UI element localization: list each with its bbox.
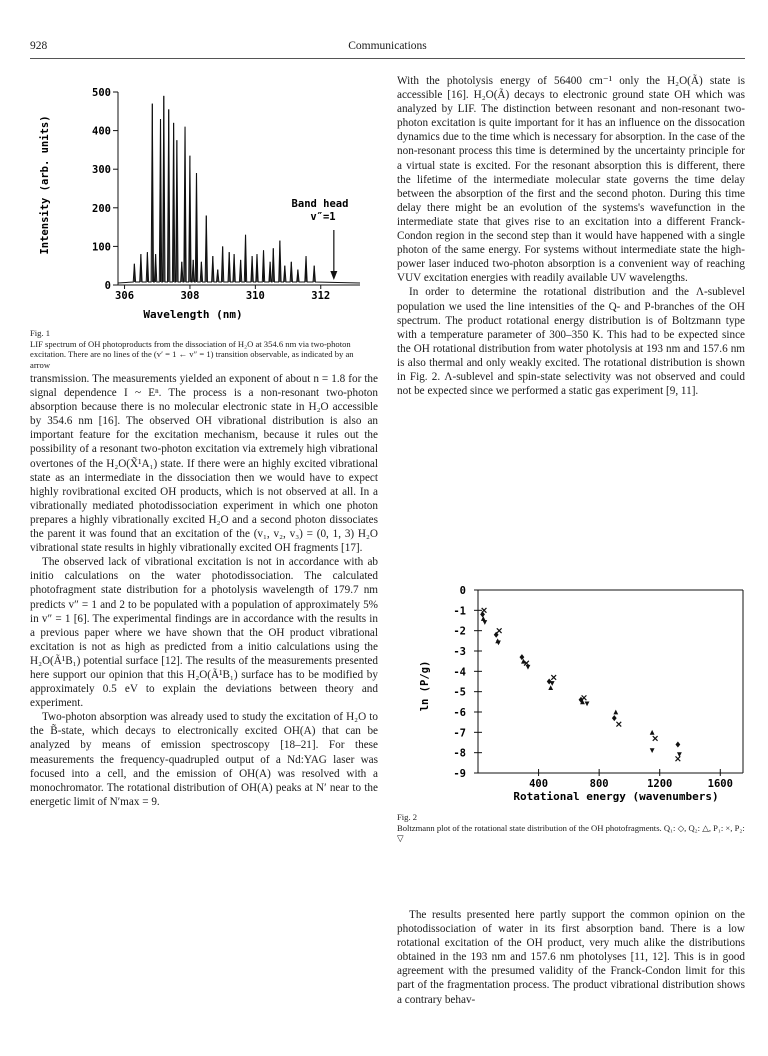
fig1-axes xyxy=(118,92,360,285)
fig2-xtick-label: 800 xyxy=(589,778,609,790)
fig2-point-q2 xyxy=(548,685,553,690)
fig2-xtick-label: 1200 xyxy=(647,778,673,790)
fig1-xtick-label: 312 xyxy=(311,290,331,302)
fig1-ytick-label: 400 xyxy=(92,125,111,138)
fig2-chart xyxy=(398,578,745,806)
page-number: 928 xyxy=(30,40,48,52)
fig2-axes xyxy=(478,590,743,773)
fig2-point-p1 xyxy=(675,756,680,761)
fig2-ytick-label: -3 xyxy=(453,646,466,658)
fig2-ytick-label: -4 xyxy=(453,666,466,679)
left-column-bottom xyxy=(30,372,378,809)
fig2-ytick-label: 0 xyxy=(459,585,466,597)
fig1-ylabel: Intensity (arb. units) xyxy=(39,115,51,255)
fig1-ytick-label: 300 xyxy=(92,164,111,177)
fig2-point-p1 xyxy=(497,628,502,633)
fig1-peaks xyxy=(118,96,360,283)
fig2-point-p2 xyxy=(650,748,655,753)
fig2-point-q1 xyxy=(612,715,617,721)
header-rule xyxy=(30,58,745,59)
fig1-arrow-head xyxy=(330,271,337,280)
fig1-spectrum-trace xyxy=(118,96,360,283)
paragraph: With the photolysis energy of 56400 cm⁻¹ only the H₂O(Ã) state is accessible [16]. H₂O(Ã) decays to electronic ground state OH which was analyzed by LIF. The distinction between resonant and non-resonant two-photon excitation is quite important for it has an influence on the dissocation dynamics due to the time which is necessary for absorption. In the case of the non-resonant process this time is determined by the uncertainty principle for a virtual state is excited. For the resonant absorption this is different, there the lifetime of the intermediate molecular state governs the time delay between the absorption of the first and the second photon. During this time delay there might be an evolution of the systems's wavefunction in the intermediate state that gives rise to an excitation into a different Franck-Condon region in the second step than it would have happened with a single photon of the same energy. For systems without intermediate state the high-power laser induced two-photon absorption is a convenient way of reaching VUV excitation energies with readily available UV wavelengths. xyxy=(397,75,745,285)
fig2-point-q2 xyxy=(613,710,618,715)
fig2-xtick-label: 400 xyxy=(529,778,549,790)
fig2-ytick-label: -2 xyxy=(453,625,466,638)
fig1-label: Fig. 1 xyxy=(30,328,51,338)
section-title: Communications xyxy=(348,40,427,52)
fig2-ytick-label: -8 xyxy=(453,747,466,760)
fig2-points xyxy=(480,608,682,761)
fig2-ticks xyxy=(453,585,733,790)
fig2-point-p2 xyxy=(482,620,487,625)
fig2-ytick-label: -1 xyxy=(453,605,466,618)
paragraph: transmission. The measurements yielded an exponent of about n = 1.8 for the signal dependence I ~ Eⁿ. The process is a non-resonant two-photon absorption because there is no molecular electronic state in H₂O accessible by 354.6 nm [16]. The observed OH vibrational distribution is also an important feature for the excitation mechanism, because it rules out the possibility of a resonant two-photon excitation via extremely high vibrational overtones of the H₂O(X̃¹A₁) state. If there were an highly excited vibrational state as an intermediate in the dissociation then we would have to expect highly rovibrational excited OH products, which is not observed at all. In a vibrationally mediated photodissociation experiment in which one photon prepares a highly vibrationally excited H₂O and a second photon dissociates the parent it was found that an excitation of the (v₁, v₂, v₃) = (0, 1, 3) H₂O vibrational state results in highly vibrationally excited OH fragments [17]. xyxy=(30,373,378,555)
paragraph: The results presented here partly support the common opinion on the photodissociation of water in its first absorption band. There is a low rotational excitation of the OH product, very much alike the distributions obtained in the 193 nm and 157.6 nm photolyses [11, 12]. This is in good agreement with the presumed validity of the Franck-Condon limit for this part of the fragmentation process. The product vibrational distribution shows a contrary behav- xyxy=(397,909,745,1006)
fig1-xtick-label: 310 xyxy=(245,290,265,302)
fig2-point-p1 xyxy=(616,722,621,727)
paragraph: Two-photon absorption was already used to study the excitation of H₂O to the B̃-state, which decays to electronically excited OH(A) that can be analyzed by means of emission spectroscopy [18–21]. For these measurements the frequency-quadrupled output of a Nd:YAG laser was focused into a cell, and the emission of OH(A) was resolved with a monochromator. The rotational distribution of OH(A) peaks at N′ near to the energetic limit of N′max = 9. xyxy=(30,711,378,808)
fig2-point-q1 xyxy=(675,742,680,748)
paragraph: In order to determine the rotational distribution and the Λ-sublevel population we used the line intensities of the Q- and P-branches of the OH spectrum. The product rotational energy distribution is of Boltzmann type with a temperature parameter of 300–350 K. This had to be expected since the OH rotational distribution from water photolysis at 193 nm and 157.6 nm is also thermal and only weakly excited. The rotational distribution is shown in Fig. 2. Λ-sublevel and spin-state selectivity was not observed and could not be expected since we performed a static gas experiment [9, 11]. xyxy=(397,286,745,398)
right-column-bottom xyxy=(397,908,745,1007)
fig1-xtick-label: 306 xyxy=(115,290,135,302)
fig1-xtick-label: 308 xyxy=(180,290,200,302)
paragraph: The observed lack of vibrational excitation is not in accordance with ab initio calculations on the water photodissociation. The calculated photofragment state distribution for a photolysis wavelength of 179.7 nm predicts v″ = 1 and 2 to be populated with a population of approximately 5% in v″ = 1 [6]. The experimental findings are in accordance with the results in a previous paper where we have shown that the OH product vibrational excitation is not as high as predicted from a initio calculations using the H₂O(Ã¹B₁) potential surface [12]. The results of the measurements presented here support our opinion that this H₂O(Ã¹B₁) surface has to be modified by approximately 0.5 eV to explain the deviations between theory and experiment. xyxy=(30,556,378,710)
fig1-ticks xyxy=(92,87,330,302)
fig1-caption-text: LIF spectrum of OH photoproducts from the dissociation of H₂O at 354.6 nm via two-photon excitation. There are no lines of the (v′ = 1 ← v″ = 1) transition observable, as indicated by an arrow xyxy=(30,338,354,370)
fig2-ylabel: ln (P/g) xyxy=(419,660,431,712)
fig2-ytick-label: -6 xyxy=(453,707,466,719)
fig1-ytick-label: 0 xyxy=(104,280,111,292)
fig2-ytick-label: -7 xyxy=(453,727,466,740)
fig2-point-p2 xyxy=(585,701,590,706)
fig1-ytick-label: 100 xyxy=(92,241,111,254)
fig2-label: Fig. 2 xyxy=(397,812,418,822)
fig1-band-head-arrow xyxy=(330,230,337,280)
right-column-top xyxy=(397,74,745,398)
fig1-annotation-line1: Band head xyxy=(291,198,349,210)
fig2-caption-text: Boltzmann plot of the rotational state distribution of the OH photofragments. Q₁: ◇, Q₂: △, P₁: ×, P₂: ▽ xyxy=(397,822,745,844)
fig2-xtick-label: 1600 xyxy=(707,778,733,790)
fig2-point-p1 xyxy=(582,695,587,700)
fig2-point-p2 xyxy=(550,681,555,686)
fig2-point-p2 xyxy=(677,752,682,757)
fig1-xlabel: Wavelength (nm) xyxy=(143,308,243,320)
fig2-point-q2 xyxy=(650,730,655,735)
fig2-ytick-label: -9 xyxy=(453,768,466,780)
fig2-point-p1 xyxy=(653,736,658,741)
fig1-ytick-label: 500 xyxy=(92,87,111,99)
fig1-caption xyxy=(30,328,370,370)
fig1-annotation-line2: v″=1 xyxy=(310,211,336,223)
running-header xyxy=(30,40,745,56)
fig2-xlabel: Rotational energy (wavenumbers) xyxy=(513,790,719,803)
fig2-point-p1 xyxy=(482,608,487,613)
fig2-ytick-label: -5 xyxy=(453,686,466,699)
fig2-caption xyxy=(397,812,745,844)
fig1-chart xyxy=(30,70,365,320)
fig1-ytick-label: 200 xyxy=(92,202,111,215)
fig2-point-p2 xyxy=(526,665,531,670)
fig2-point-p1 xyxy=(551,675,556,680)
